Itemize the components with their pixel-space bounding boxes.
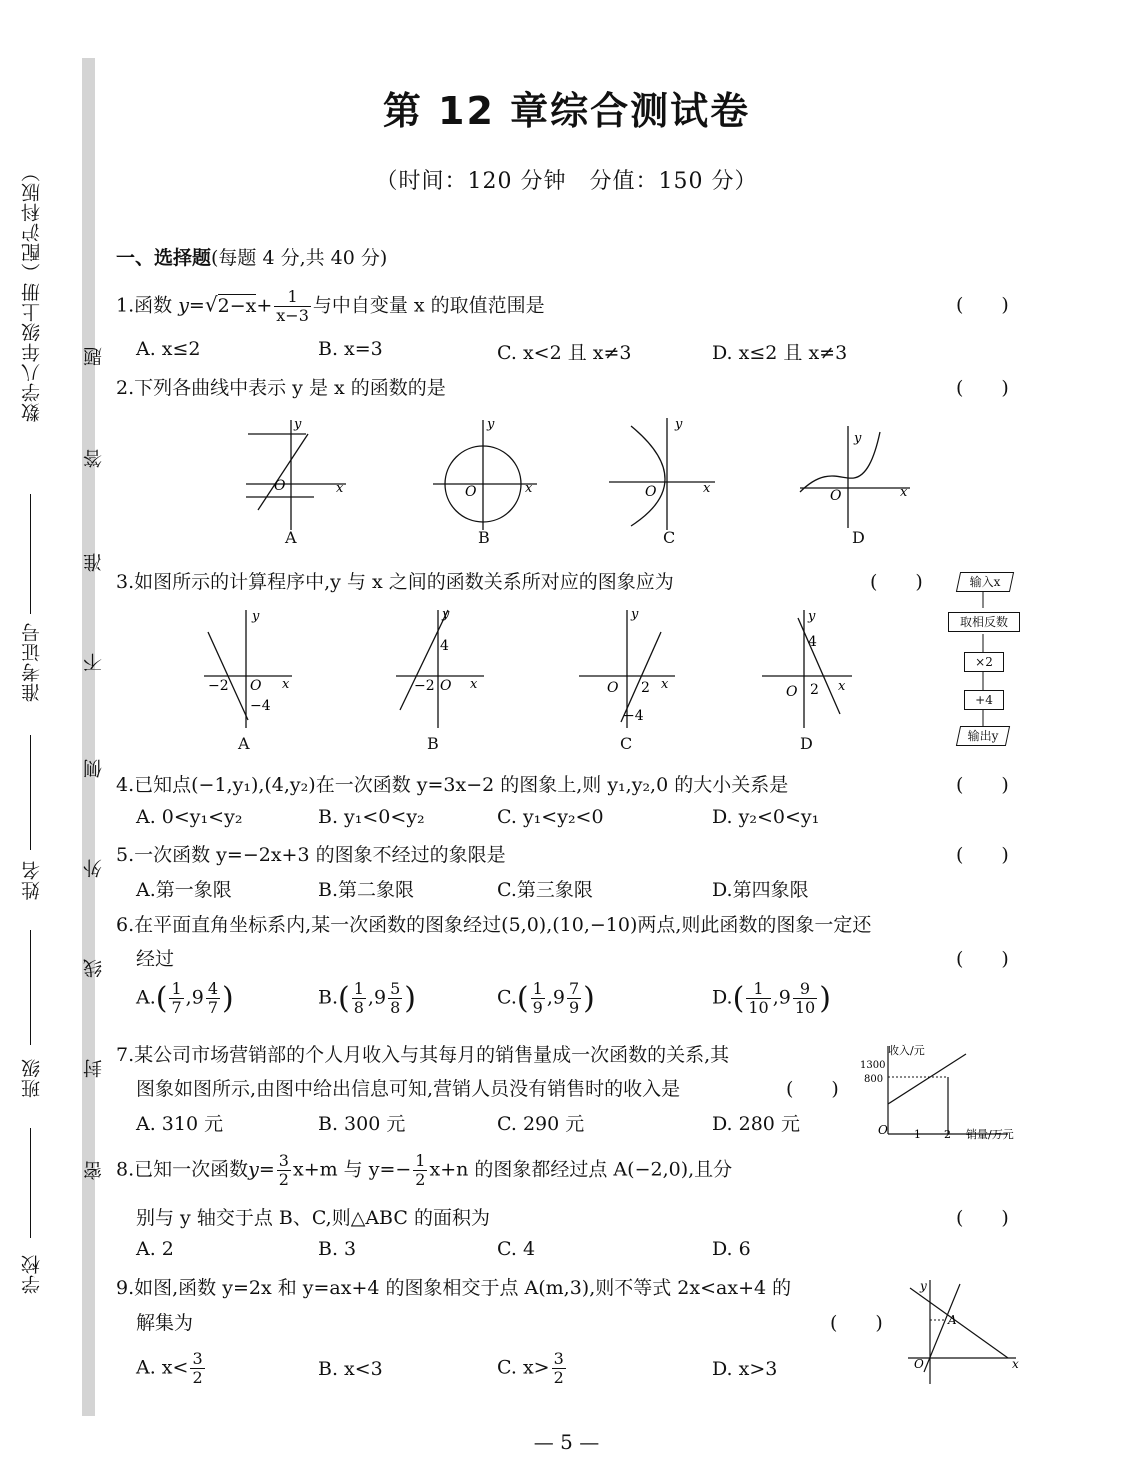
q8-option-d[interactable]: D. 6: [712, 1238, 751, 1260]
q2-graph-a: [236, 412, 356, 532]
field-class-label: 班级: [21, 1058, 43, 1098]
section-title: 一、选择题: [116, 247, 212, 269]
flow-times2-box: ×2: [964, 652, 1004, 672]
q8-frac2: [413, 1152, 427, 1189]
q6-b-x-num: 1: [353, 979, 364, 998]
q8-eq1a: y=: [248, 1158, 275, 1181]
question-9-line2: 解集为: [136, 1312, 194, 1334]
q9-c-frac: [552, 1350, 566, 1387]
page-subtitle: （时间：120 分钟 分值：150 分）: [375, 169, 758, 194]
field-examno-label: 准考证号: [21, 622, 43, 702]
q3-label-b: B: [427, 734, 439, 753]
svg-text:x: x: [661, 677, 669, 692]
q4-option-b[interactable]: B. y₁<0<y₂: [318, 806, 425, 828]
q6-d-y-num: 9: [793, 980, 817, 999]
q8-answer-blank[interactable]: ( ): [956, 1207, 1009, 1229]
q6-a-label: A.: [136, 986, 156, 1009]
q1-option-c[interactable]: C. x<2 且 x≠3: [497, 342, 632, 364]
svg-text:y: y: [854, 431, 862, 446]
q6-option-c[interactable]: C.( $\frac{1}{9}$ ,9 $\frac{7}{9}$ ): [497, 979, 595, 1017]
q3-a-origin: O: [250, 678, 262, 694]
q7-tick-2: 2: [944, 1128, 951, 1141]
q5-option-d[interactable]: D.第四象限: [712, 879, 809, 901]
seal-char: 密: [83, 1160, 105, 1180]
svg-text:y: y: [631, 607, 639, 622]
q1-answer-blank[interactable]: ( ): [956, 294, 1009, 316]
q6-a-x-num: 1: [171, 979, 182, 998]
q9-origin: O: [914, 1357, 924, 1371]
q6-c-x: [531, 980, 545, 1017]
q6-b-y-frac: [388, 980, 402, 1017]
q3-d-tick-y: 4: [808, 634, 817, 650]
q6-b-label: B.: [318, 986, 339, 1009]
q9-point-a: A: [948, 1313, 957, 1327]
q6-answer-blank[interactable]: ( ): [956, 948, 1009, 970]
q9-x-label: x: [1012, 1357, 1019, 1371]
flow-input-label: 输入x: [969, 575, 1001, 589]
svg-text:x: x: [838, 679, 846, 694]
seal-char: 题: [83, 346, 105, 366]
q9-option-d[interactable]: D. x>3: [712, 1358, 778, 1380]
q6-a-y-frac: [206, 980, 220, 1017]
flow-plus4-box: +4: [964, 690, 1004, 710]
svg-text:x: x: [336, 481, 344, 496]
q8-frac2-den: 2: [415, 1170, 426, 1189]
field-class-line[interactable]: [30, 930, 31, 1045]
q1-fraction-den: x−3: [276, 306, 309, 325]
q1-pre: 函数: [134, 294, 173, 317]
q8-frac1: [277, 1152, 291, 1189]
question-8-line2: 别与 y 轴交于点 B、C,则△ABC 的面积为: [136, 1207, 490, 1229]
field-name-label: 姓名: [21, 860, 43, 900]
q9-a-pre: A. x<: [136, 1356, 189, 1379]
q6-b-x: [352, 980, 366, 1017]
q6-b-x-den: 8: [353, 998, 364, 1017]
q3-label-d: D: [800, 734, 813, 753]
svg-text:x: x: [900, 485, 908, 500]
q7-graph: [858, 1040, 1024, 1148]
q7-option-a[interactable]: A. 310 元: [136, 1113, 224, 1135]
q3-c-tick-x: 2: [641, 680, 650, 696]
seal-char: 不: [83, 652, 105, 672]
q1-sqrt: 2−x: [217, 294, 257, 317]
q9-graph: [900, 1272, 1024, 1388]
q7-origin: O: [878, 1123, 888, 1137]
q7-tick-1: 1: [914, 1128, 921, 1141]
q9-c-den: 2: [553, 1368, 564, 1387]
seal-char: 线: [83, 958, 105, 978]
q8-frac2-num: 1: [415, 1151, 426, 1170]
q6-d-y-den: 10: [794, 998, 816, 1017]
question-6-line1: 6.在平面直角坐标系内,某一次函数的图象经过(5,0),(10,−10)两点,则此函数的图象一定还: [116, 914, 872, 936]
q6-option-a[interactable]: A.( $\frac{1}{7}$ ,9 $\frac{4}{7}$ ): [136, 979, 234, 1017]
q2-label-d: D: [852, 528, 865, 547]
page-title: 第 12 章综合测试卷: [382, 89, 751, 133]
q3-label-a: A: [238, 734, 250, 753]
q9-a-num: 3: [192, 1349, 203, 1368]
question-8-line1: [116, 1152, 732, 1189]
q1-option-b[interactable]: B. x=3: [318, 338, 383, 360]
binding-margin-bar: [82, 58, 95, 1416]
q3-d-origin: O: [786, 684, 798, 700]
q3-graph-b: [388, 604, 498, 732]
q2-answer-blank[interactable]: ( ): [956, 377, 1009, 399]
seal-char: 封: [83, 1058, 105, 1078]
q3-graph-d: [760, 604, 870, 732]
q6-d-x-den: 10: [748, 998, 769, 1017]
seal-char: 外: [83, 858, 105, 878]
svg-text:O: O: [645, 484, 657, 500]
q8-option-a[interactable]: A. 2: [136, 1238, 174, 1260]
section-heading: [116, 243, 387, 270]
q1-plus: +: [256, 294, 273, 317]
page-number: — 5 —: [533, 1430, 600, 1454]
q9-c-num: 3: [553, 1349, 564, 1368]
svg-text:x: x: [282, 677, 290, 692]
question-7-line1: 7.某公司市场营销部的个人月收入与其每月的销售量成一次函数的关系,其: [116, 1044, 730, 1066]
q6-b-y-whole: 9: [373, 986, 387, 1009]
q7-ylabel: 收入/元: [888, 1044, 925, 1057]
q2-label-b: B: [478, 528, 490, 547]
svg-text:x: x: [470, 677, 478, 692]
q7-option-c[interactable]: C. 290 元: [497, 1113, 585, 1135]
field-school-line[interactable]: [30, 1128, 31, 1238]
q4-option-d[interactable]: D. y₂<0<y₁: [712, 806, 820, 828]
q5-answer-blank[interactable]: ( ): [956, 844, 1009, 866]
q3-a-tick-yneg: −4: [250, 698, 271, 714]
q2-graph-c: [603, 412, 723, 532]
q5-option-c[interactable]: C.第三象限: [497, 879, 593, 901]
q2-graph-d: [796, 412, 916, 532]
q6-b-y-den: 8: [390, 998, 401, 1017]
section-note: (每题 4 分,共 40 分): [211, 247, 388, 269]
q1-fraction: [274, 288, 311, 325]
q9-answer-blank[interactable]: ( ): [830, 1312, 883, 1334]
q8-frac1-num: 3: [278, 1151, 289, 1170]
q7-xlabel: 销量/万元: [966, 1128, 1014, 1141]
q9-a-den: 2: [192, 1368, 203, 1387]
q3-a-tick-xneg: −2: [208, 678, 229, 694]
q3-answer-blank[interactable]: ( ): [870, 571, 923, 593]
q2-label-c: C: [663, 528, 676, 547]
flow-negate-box: 取相反数: [948, 612, 1020, 632]
q4-answer-blank[interactable]: ( ): [956, 774, 1009, 796]
q1-option-d[interactable]: D. x≤2 且 x≠3: [712, 342, 848, 364]
q3-c-origin: O: [607, 680, 619, 696]
q6-d-label: D.: [712, 986, 733, 1009]
q8-pre: 8.已知一次函数: [116, 1158, 249, 1181]
q5-option-b[interactable]: B.第二象限: [318, 879, 415, 901]
q6-c-y-den: 9: [568, 998, 580, 1017]
q3-b-tick-y: 4: [440, 638, 449, 654]
q6-c-x-num: 1: [532, 979, 543, 998]
flow-output-box: [956, 726, 1010, 746]
svg-text:x: x: [525, 481, 533, 496]
q8-eq1b: x+m 与 y=−: [292, 1158, 412, 1181]
svg-text:O: O: [274, 478, 286, 494]
q3-graph-a: [196, 604, 306, 732]
q3-b-origin: O: [440, 678, 452, 694]
question-3: 3.如图所示的计算程序中,y 与 x 之间的函数关系所对应的图象应为: [116, 571, 674, 593]
q7-tick-800: 800: [864, 1074, 884, 1085]
q3-c-tick-yneg: −4: [623, 708, 644, 724]
q8-option-c[interactable]: C. 4: [497, 1238, 536, 1260]
q9-option-b[interactable]: B. x<3: [318, 1358, 383, 1380]
q7-tick-1300: 1300: [860, 1060, 886, 1071]
q6-d-y-whole: 9: [778, 986, 791, 1009]
q5-option-a[interactable]: A.第一象限: [136, 879, 232, 901]
svg-text:y: y: [675, 417, 683, 432]
q8-frac1-den: 2: [278, 1170, 289, 1189]
flow-input-box: [956, 572, 1014, 592]
svg-text:y: y: [487, 417, 495, 432]
q7-answer-blank[interactable]: ( ): [786, 1078, 839, 1100]
q9-option-c[interactable]: [497, 1350, 568, 1387]
svg-text:y: y: [252, 609, 260, 624]
seal-char: 准: [83, 552, 105, 572]
q2-label-a: A: [285, 528, 297, 547]
svg-text:x: x: [703, 481, 711, 496]
svg-text:y: y: [442, 607, 450, 622]
field-name-line[interactable]: [30, 735, 31, 850]
q1-eq: y=: [178, 294, 205, 317]
q6-b-y-num: 5: [390, 979, 401, 998]
q1-option-a[interactable]: A. x≤2: [136, 338, 201, 360]
question-4: 4.已知点(−1,y₁),(4,y₂)在一次函数 y=3x−2 的图象上,则 y₁,y₂,0 的大小关系是: [116, 774, 789, 796]
field-school-label: 学校: [21, 1254, 43, 1294]
svg-text:O: O: [465, 484, 477, 500]
q1-num: 1.: [116, 294, 135, 317]
q8-option-b[interactable]: B. 3: [318, 1238, 357, 1260]
q6-c-y-frac: [567, 980, 581, 1017]
q3-b-tick-xneg: −2: [414, 678, 435, 694]
q9-c-pre: C. x>: [497, 1356, 550, 1379]
question-1: 1.函数 y=√2−x+ $\frac{1}{x-3}$ 与中自变量 x 的取值范围是: [116, 287, 545, 325]
svg-text:y: y: [808, 609, 816, 624]
q6-a-x: [169, 980, 183, 1017]
book-label: 数学八年级上册（配沪科版）: [21, 162, 43, 422]
field-examno-line[interactable]: [30, 494, 31, 614]
q2-graph-b: [425, 412, 545, 532]
q9-option-a[interactable]: [136, 1350, 207, 1387]
flow-output-label: 输出y: [967, 729, 999, 743]
q6-c-x-den: 9: [532, 998, 543, 1017]
q6-d-y-frac: [793, 980, 817, 1017]
q6-d-x: [746, 980, 770, 1017]
q1-post: 与中自变量 x 的取值范围是: [312, 294, 545, 317]
q6-a-y-den: 7: [207, 998, 218, 1017]
seal-char: 答: [83, 448, 105, 468]
question-2: 2.下列各曲线中表示 y 是 x 的函数的是: [116, 377, 446, 399]
q8-eq2b: x+n 的图象都经过点 A(−2,0),且分: [429, 1158, 733, 1181]
svg-text:O: O: [830, 488, 842, 504]
question-7-line2: 图象如图所示,由图中给出信息可知,营销人员没有销售时的收入是: [136, 1078, 681, 1100]
q3-label-c: C: [620, 734, 633, 753]
q6-c-y-num: 7: [568, 979, 580, 998]
q4-option-a[interactable]: A. 0<y₁<y₂: [136, 806, 243, 828]
q7-option-b[interactable]: B. 300 元: [318, 1113, 406, 1135]
q6-option-d[interactable]: D.( $\frac{1}{10}$ ,9 $\frac{9}{10}$ ): [712, 979, 831, 1017]
q6-c-label: C.: [497, 986, 517, 1009]
q3-d-tick-x: 2: [810, 682, 819, 698]
q7-option-d[interactable]: D. 280 元: [712, 1113, 800, 1135]
q6-d-x-num: 1: [746, 980, 770, 999]
q6-a-y-num: 4: [207, 979, 218, 998]
q6-c-y-whole: 9: [552, 986, 565, 1009]
q9-y-label: y: [920, 1279, 927, 1293]
q1-fraction-num: 1: [274, 288, 311, 307]
question-9-line1: 9.如图,函数 y=2x 和 y=ax+4 的图象相交于点 A(m,3),则不等式 2x<ax+4 的: [116, 1277, 792, 1299]
question-5: 5.一次函数 y=−2x+3 的图象不经过的象限是: [116, 844, 506, 866]
q6-option-b[interactable]: B.( $\frac{1}{8}$ ,9 $\frac{5}{8}$ ): [318, 979, 416, 1017]
q9-a-frac: [190, 1350, 204, 1387]
q4-option-c[interactable]: C. y₁<y₂<0: [497, 806, 604, 828]
question-6-line2: 经过: [136, 948, 175, 970]
seal-char: 侧: [83, 758, 105, 778]
svg-text:y: y: [294, 417, 302, 432]
q6-a-x-den: 7: [171, 998, 182, 1017]
q3-graph-c: [577, 604, 687, 732]
q6-a-y-whole: 9: [191, 986, 204, 1009]
